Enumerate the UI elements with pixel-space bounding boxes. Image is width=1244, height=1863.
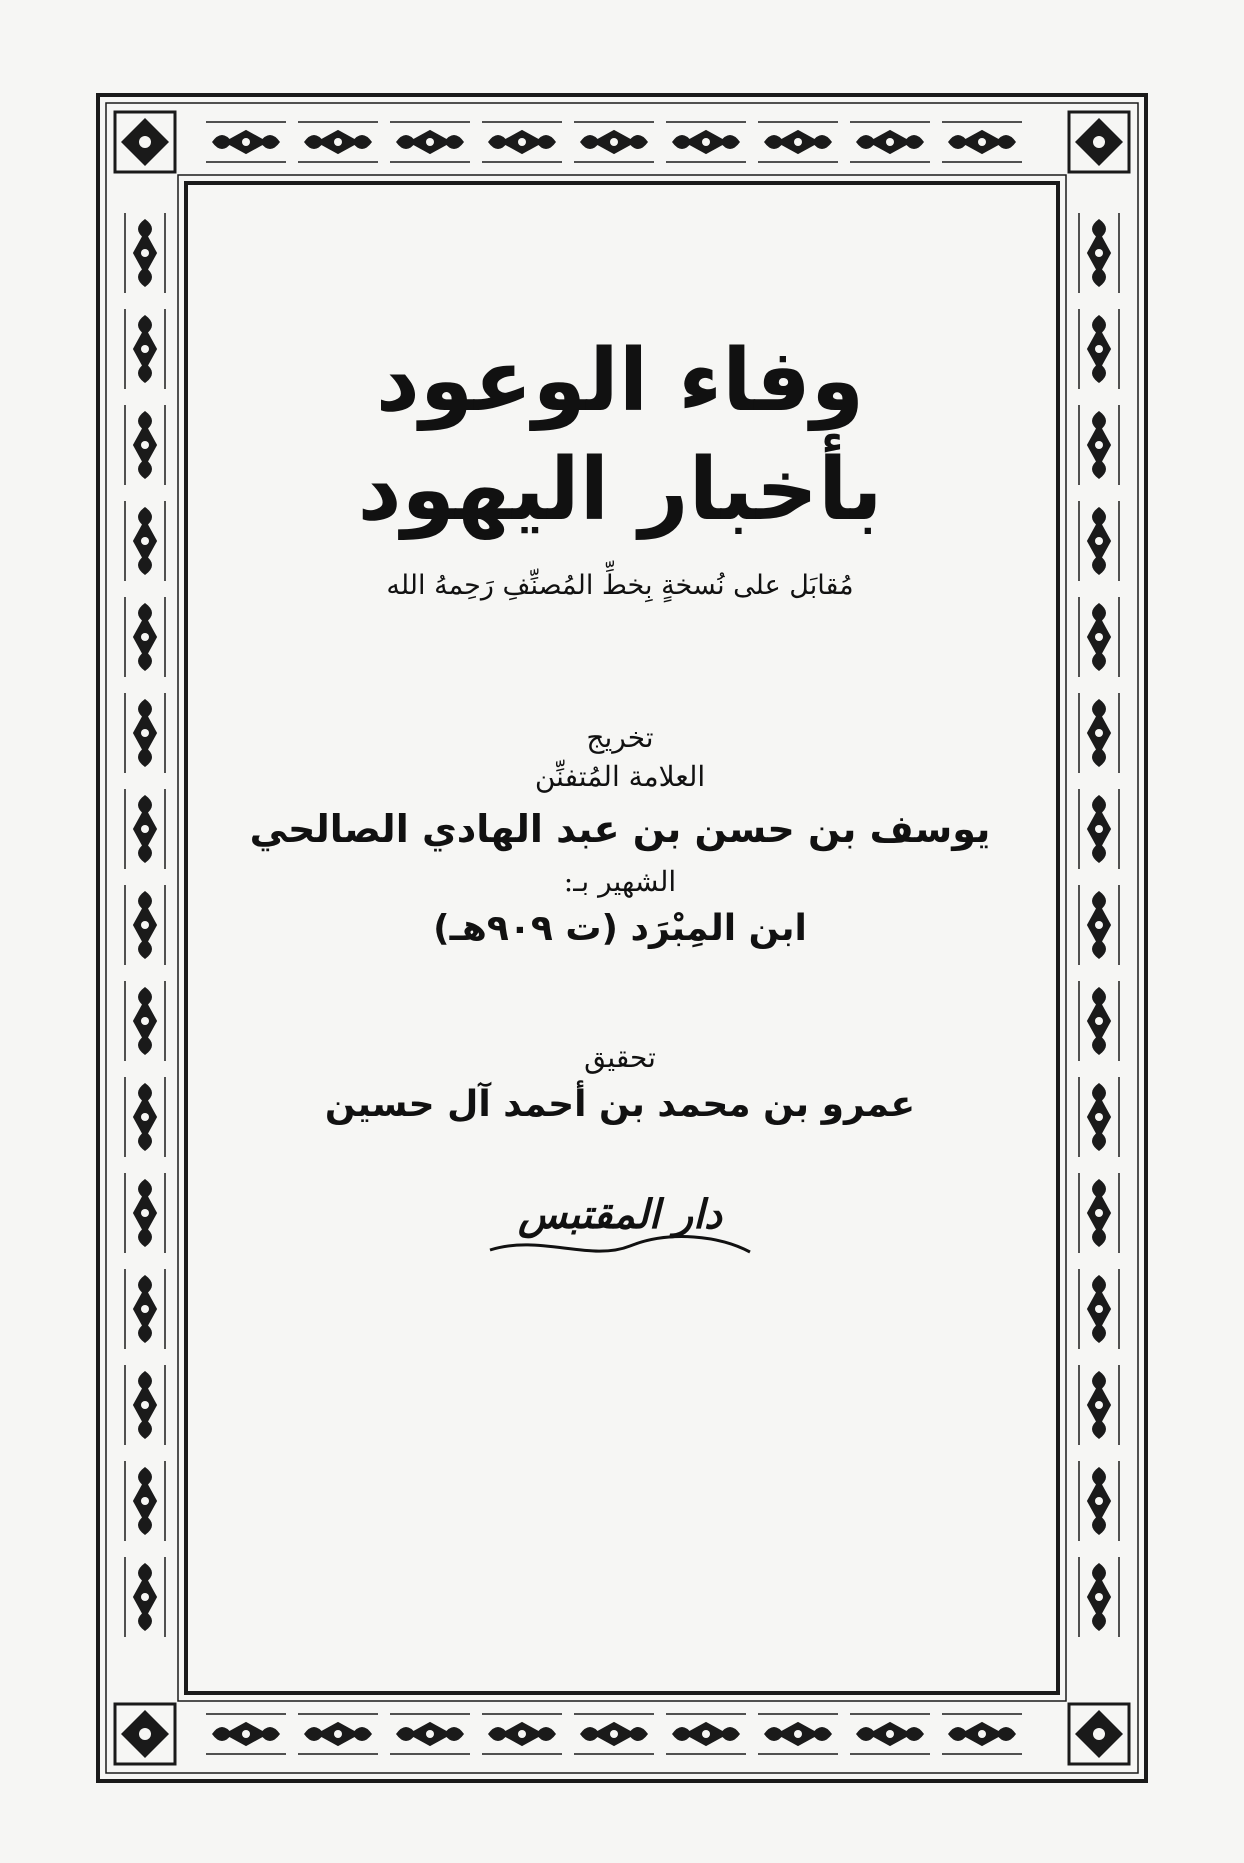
border-motif	[1079, 1269, 1119, 1349]
border-motif	[125, 309, 165, 389]
border-motif	[942, 122, 1022, 162]
border-motif	[125, 693, 165, 773]
border-motif	[125, 1557, 165, 1637]
border-motif	[125, 1365, 165, 1445]
border-motif	[1079, 213, 1119, 293]
tahqiq-label: تحقيق	[584, 1041, 656, 1075]
border-motif	[390, 122, 470, 162]
author-name: يوسف بن حسن بن عبد الهادي الصالحي	[249, 807, 991, 852]
border-motif	[758, 1714, 838, 1754]
border-motif	[125, 789, 165, 869]
border-motif	[1079, 1461, 1119, 1541]
border-motif	[1079, 1557, 1119, 1637]
border-motif	[1079, 1077, 1119, 1157]
border-motif	[1079, 789, 1119, 869]
border-motif	[125, 405, 165, 485]
border-motif	[125, 1461, 165, 1541]
border-motif	[125, 981, 165, 1061]
border-motif	[206, 1714, 286, 1754]
border-motif	[574, 122, 654, 162]
border-motif	[758, 122, 838, 162]
border-motif	[298, 1714, 378, 1754]
border-motif	[1079, 501, 1119, 581]
border-motif	[125, 213, 165, 293]
border-motif	[125, 597, 165, 677]
editor-name: عمرو بن محمد بن أحمد آل حسين	[324, 1084, 916, 1126]
border-motif	[125, 1173, 165, 1253]
known-as-name: ابن المِبْرَد (ت ٩٠٩هـ)	[433, 908, 807, 950]
border-motif	[1079, 1173, 1119, 1253]
border-motif	[1079, 1365, 1119, 1445]
border-motif	[1079, 309, 1119, 389]
border-motif	[574, 1714, 654, 1754]
border-motif	[482, 122, 562, 162]
border-motif	[125, 1077, 165, 1157]
border-motif	[1079, 981, 1119, 1061]
border-motif	[850, 1714, 930, 1754]
border-motif	[1079, 405, 1119, 485]
border-motif	[390, 1714, 470, 1754]
book-subtitle: مُقابَل على نُسخةٍ بِخطِّ المُصنِّفِ رَحِمهُ الله	[386, 570, 854, 602]
border-motif	[1079, 885, 1119, 965]
known-as-label: الشهير بـ:	[563, 865, 677, 899]
book-title-line-1: وفاء الوعود	[375, 331, 865, 431]
border-motif	[1079, 693, 1119, 773]
border-motif	[1079, 597, 1119, 677]
takhrij-label: تخريج	[586, 721, 654, 755]
title-page-content	[210, 330, 1030, 1262]
border-motif	[298, 122, 378, 162]
author-title: العلامة المُتفنِّن	[534, 760, 706, 794]
border-motif	[666, 122, 746, 162]
publisher-name: دار المقتبس	[518, 1191, 722, 1239]
border-motif	[482, 1714, 562, 1754]
border-motif	[125, 501, 165, 581]
border-motif	[206, 122, 286, 162]
book-title-line-2: بأخبار اليهود	[357, 440, 883, 541]
border-motif	[125, 1269, 165, 1349]
border-motif	[850, 122, 930, 162]
border-motif	[125, 885, 165, 965]
border-motif	[666, 1714, 746, 1754]
border-motif	[942, 1714, 1022, 1754]
